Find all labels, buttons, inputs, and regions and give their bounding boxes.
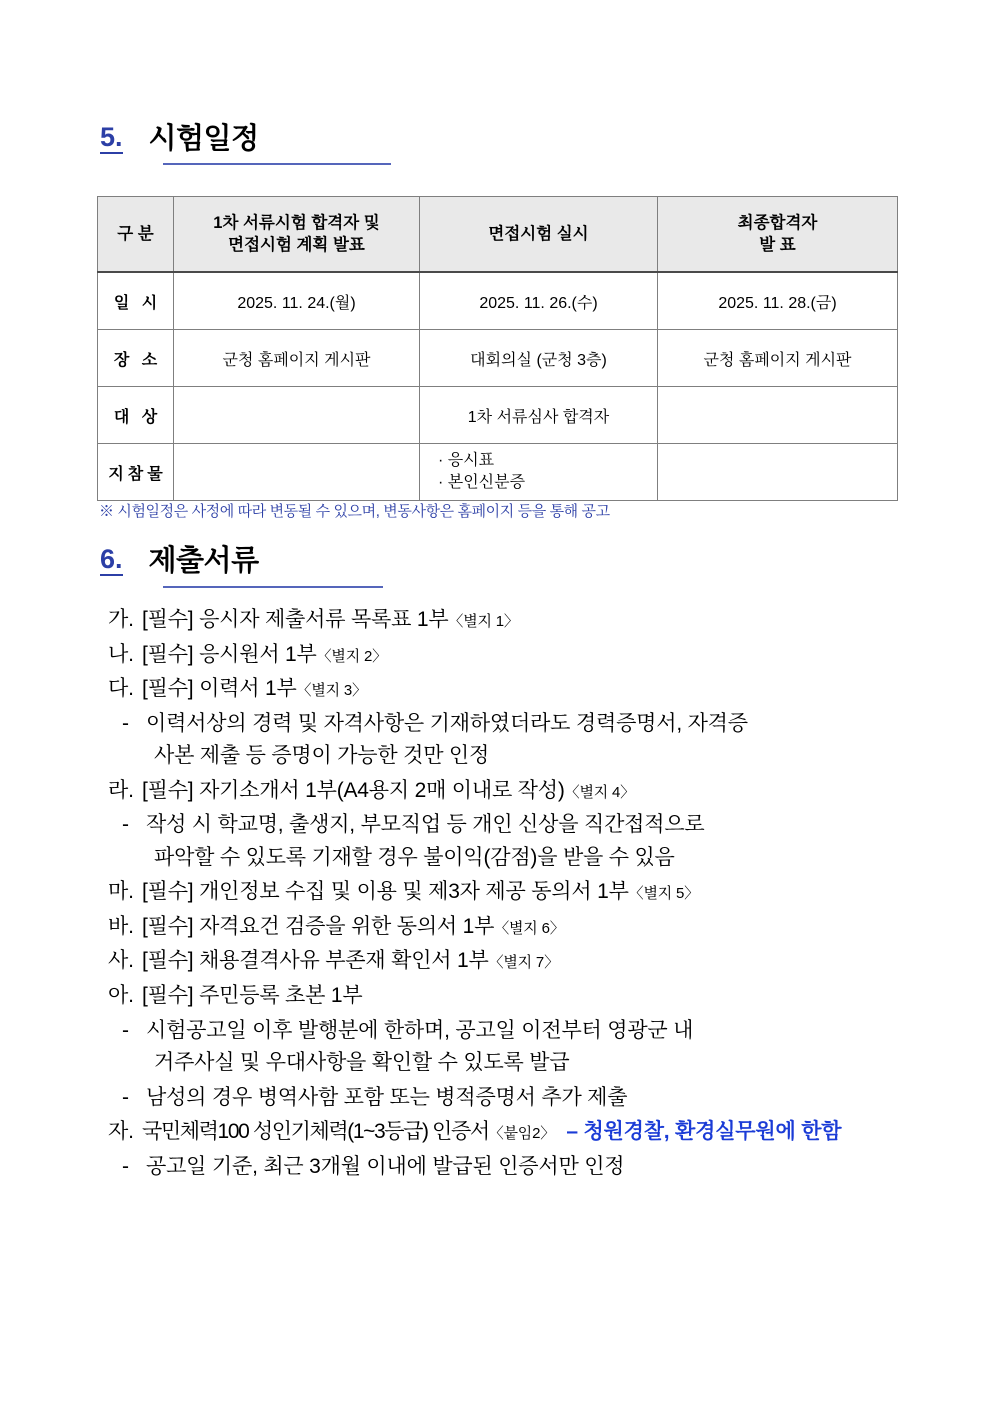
list-text-line2: 거주사실 및 우대사항을 확인할 수 있도록 발급 <box>154 1051 570 1075</box>
list-item <box>108 639 938 672</box>
table-row-label-place: 장 소 <box>98 330 174 387</box>
list-text <box>146 809 938 874</box>
cell-bring-first-round <box>174 444 420 501</box>
list-text <box>142 673 938 706</box>
list-text <box>142 911 938 944</box>
list-text-highlight: – 청원경찰, 환경실무원에 한함 <box>566 1120 842 1144</box>
table-header-row <box>98 197 898 273</box>
list-text <box>142 1116 938 1149</box>
list-text-main: [필수] 응시자 제출서류 목록표 1부 <box>142 608 449 631</box>
list-marker: 나. <box>108 642 134 666</box>
section-number-6: 6. <box>100 544 123 574</box>
list-text-ref: 〈별지 4〉 <box>564 783 635 801</box>
list-text-ref: 〈별지 6〉 <box>494 919 565 937</box>
list-item <box>108 604 938 637</box>
list-text <box>142 604 938 637</box>
table-row <box>98 272 898 330</box>
list-text-line1: 작성 시 학교명, 출생지, 부모직업 등 개인 신상을 직간접적으로 <box>146 813 705 837</box>
list-item <box>108 911 938 944</box>
schedule-note: ※ 시험일정은 사정에 따라 변동될 수 있으며, 변동사항은 홈페이지 등을 통해 공고 <box>99 503 610 520</box>
list-item <box>108 673 938 706</box>
section-title-5: 시험일정 <box>148 123 259 155</box>
section-6-underline <box>163 586 383 588</box>
list-text-main: [필수] 채용결격사유 부존재 확인서 1부 <box>142 949 489 973</box>
list-marker-dash: - <box>122 1018 129 1042</box>
list-text: 공고일 기준, 최근 3개월 이내에 발급된 인증서만 인정 <box>146 1154 625 1178</box>
documents-list <box>108 604 938 1185</box>
list-text-ref: 〈별지 3〉 <box>296 682 367 700</box>
table-row <box>98 444 898 501</box>
list-text-ref: 〈별지 1〉 <box>448 613 519 630</box>
cell-target-final <box>658 387 898 444</box>
list-marker: 자. <box>108 1120 134 1144</box>
list-marker: 바. <box>108 914 134 938</box>
table-header-final <box>658 197 898 273</box>
list-text <box>146 1015 938 1080</box>
list-marker: 아. <box>108 984 134 1008</box>
table-header-final-line1: 최종합격자 <box>737 213 818 232</box>
cell-target-first-round <box>174 387 420 444</box>
schedule-table <box>97 196 898 501</box>
list-item-sub <box>108 1015 938 1080</box>
list-text-ref: 〈별지 5〉 <box>628 885 699 903</box>
list-text <box>142 980 938 1013</box>
list-text: 남성의 경우 병역사함 포함 또는 병적증명서 추가 제출 <box>146 1085 628 1109</box>
list-text-main: [필수] 자격요건 검증을 위한 동의서 1부 <box>142 914 495 938</box>
list-text-main: [필수] 주민등록 초본 1부 <box>142 984 363 1008</box>
cell-bring-final <box>658 444 898 501</box>
list-marker-dash: - <box>122 813 129 837</box>
section-heading-6 <box>100 546 259 576</box>
list-text <box>142 945 938 978</box>
cell-bring-interview <box>420 444 658 501</box>
table-header-first-round-line1: 1차 서류시험 합격자 및 <box>213 213 380 232</box>
list-item <box>108 876 938 909</box>
table-row <box>98 330 898 387</box>
list-text <box>146 708 938 773</box>
list-text-main: [필수] 자기소개서 1부(A4용지 2매 이내로 작성) <box>142 778 565 802</box>
list-text-ref: 〈붙임2〉 <box>488 1125 556 1143</box>
list-marker-dash: - <box>122 711 129 735</box>
list-item-sub <box>108 809 938 874</box>
table-header-interview: 면접시험 실시 <box>420 197 658 273</box>
list-marker: 라. <box>108 778 134 802</box>
list-item <box>108 980 938 1013</box>
cell-target-interview: 1차 서류심사 합격자 <box>420 387 658 444</box>
table-header-first-round-line2: 면접시험 계획 발표 <box>228 236 365 254</box>
cell-bring-item-2: · 본인신분증 <box>438 474 526 491</box>
list-marker: 가. <box>108 608 134 631</box>
list-text-main: [필수] 이력서 1부 <box>142 677 297 701</box>
list-text-line2: 파악할 수 있도록 기재할 경우 불이익(감점)을 받을 수 있음 <box>154 845 675 869</box>
list-item-sub <box>108 1151 938 1184</box>
list-text <box>142 639 938 672</box>
section-heading-5 <box>100 124 259 154</box>
list-text <box>142 876 938 909</box>
cell-place-first-round: 군청 홈페이지 게시판 <box>174 330 420 387</box>
table-row <box>98 387 898 444</box>
cell-date-final: 2025. 11. 28.(금) <box>658 272 898 330</box>
cell-date-interview: 2025. 11. 26.(수) <box>420 272 658 330</box>
list-text-main: 국민체력100 성인기체력(1~3등급) 인증서 <box>142 1120 489 1144</box>
list-text-line2: 사본 제출 등 증명이 가능한 것만 인정 <box>154 744 490 768</box>
table-header-division: 구 분 <box>98 197 174 273</box>
table-header-first-round <box>174 197 420 273</box>
list-marker-dash: - <box>122 1154 129 1178</box>
section-5-underline <box>163 163 391 165</box>
list-item-sub <box>108 1082 938 1115</box>
list-text-ref: 〈별지 7〉 <box>488 954 559 972</box>
table-header-final-line2: 발 표 <box>759 236 796 254</box>
section-number-5: 5. <box>100 122 123 152</box>
list-marker-dash: - <box>122 1085 129 1109</box>
list-text-line1: 이력서상의 경력 및 자격사항은 기재하였더라도 경력증명서, 자격증 <box>146 711 748 735</box>
list-marker: 마. <box>108 880 134 904</box>
list-text-line1: 시험공고일 이후 발행분에 한하며, 공고일 이전부터 영광군 내 <box>146 1018 694 1042</box>
list-item-sub <box>108 708 938 773</box>
cell-place-interview: 대회의실 (군청 3층) <box>420 330 658 387</box>
cell-place-final: 군청 홈페이지 게시판 <box>658 330 898 387</box>
table-row-label-bring: 지참물 <box>98 444 174 501</box>
list-item <box>108 775 938 808</box>
list-marker: 다. <box>108 677 134 701</box>
cell-date-first-round: 2025. 11. 24.(월) <box>174 272 420 330</box>
list-text-ref: 〈별지 2〉 <box>316 647 387 665</box>
list-item <box>108 1116 938 1149</box>
list-marker: 사. <box>108 949 134 973</box>
table-row-label-target: 대 상 <box>98 387 174 444</box>
list-text-main: [필수] 개인정보 수집 및 이용 및 제3자 제공 동의서 1부 <box>142 880 629 904</box>
list-item <box>108 945 938 978</box>
section-title-6: 제출서류 <box>148 545 259 577</box>
table-row-label-date: 일 시 <box>98 272 174 330</box>
list-text-main: [필수] 응시원서 1부 <box>142 642 317 666</box>
cell-bring-item-1: · 응시표 <box>438 452 495 470</box>
list-text <box>142 775 938 808</box>
